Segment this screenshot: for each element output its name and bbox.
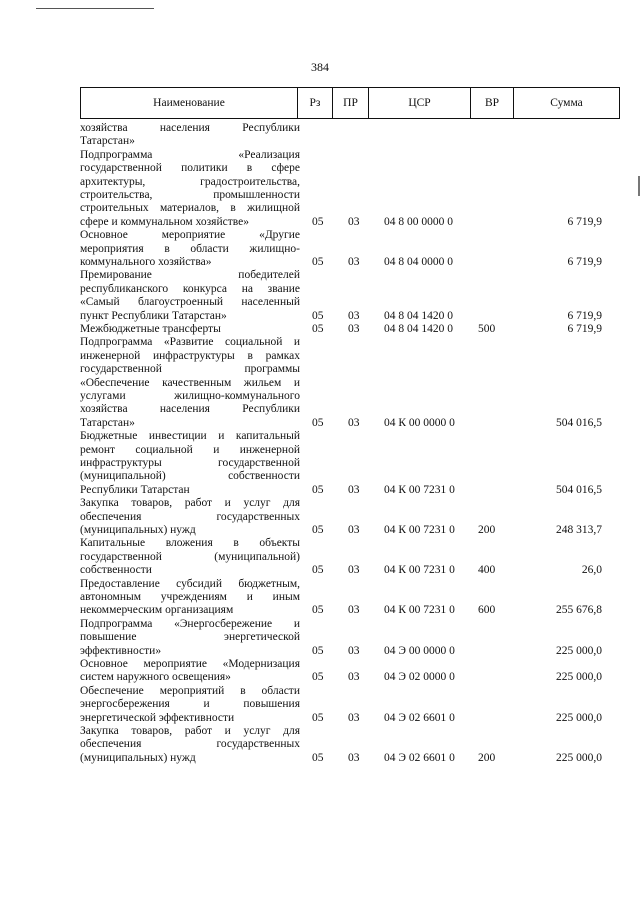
header-vr: ВР [470, 87, 514, 119]
row-csr: 04 Э 00 0000 0 [384, 644, 455, 657]
row-name-line: Межбюджетные трансферты [80, 323, 221, 335]
row-rz: 05 [312, 416, 324, 429]
row-pr: 03 [348, 751, 360, 764]
row-name-line: Татарстан» [80, 135, 135, 148]
row-name-line: обеспечения государственных [80, 738, 300, 751]
row-name [80, 497, 300, 537]
row-name-line: Бюджетные инвестиции и капитальный [80, 430, 300, 443]
row-rz: 05 [312, 671, 324, 684]
row-name [80, 578, 300, 618]
row-name-line: мероприятия в области жилищно- [80, 242, 300, 255]
row-sum: 225 000,0 [556, 751, 602, 764]
row-sum: 225 000,0 [556, 644, 602, 657]
row-name-line: хозяйства населения Республики [80, 403, 300, 416]
row-name-line: «Обеспечение качественным жильем и [80, 376, 300, 389]
row-pr: 03 [348, 711, 360, 724]
row-sum: 225 000,0 [556, 711, 602, 724]
row-pr: 03 [348, 255, 360, 268]
row-name-line: республиканского конкурса на звание [80, 282, 300, 295]
row-sum: 6 719,9 [567, 322, 602, 335]
row-sum: 255 676,8 [556, 604, 602, 617]
table-row [80, 685, 640, 725]
row-pr: 03 [348, 483, 360, 496]
page-number: 384 [311, 60, 329, 74]
header-rz: Рз [297, 87, 333, 119]
row-vr: 400 [478, 564, 496, 577]
row-name-line: Основное мероприятие «Другие [80, 229, 300, 242]
table-row [80, 725, 640, 765]
row-name-line: повышение энергетической [80, 631, 300, 644]
row-pr: 03 [348, 671, 360, 684]
row-name-line: архитектуры, градостроительства, [80, 175, 300, 188]
row-name-line: Предоставление субсидий бюджетным, [80, 577, 300, 590]
row-rz: 05 [312, 564, 324, 577]
header-sum: Сумма [513, 87, 620, 119]
row-rz: 05 [312, 644, 324, 657]
row-name-line: «Самый благоустроенный населенный [80, 296, 300, 309]
row-name-line: (муниципальных) нужд [80, 524, 196, 536]
row-rz: 05 [312, 523, 324, 536]
row-name-line: Подпрограмма «Энергосбережение и [80, 617, 300, 630]
row-pr: 03 [348, 416, 360, 429]
row-name-line: Капитальные вложения в объекты [80, 537, 300, 550]
row-pr: 03 [348, 564, 360, 577]
header-csr: ЦСР [368, 87, 471, 119]
row-csr: 04 Э 02 0000 0 [384, 671, 455, 684]
row-name [80, 269, 300, 323]
row-name-line: государственной (муниципальной) [80, 550, 300, 563]
row-name-line: инфраструктуры государственной [80, 457, 300, 469]
header-pr: ПР [332, 87, 369, 119]
row-name-line: Республики Татарстан [80, 483, 190, 496]
row-name-line: Подпрограмма «Развитие социальной и [80, 336, 300, 349]
row-csr: 04 К 00 7231 0 [384, 523, 455, 536]
row-sum: 6 719,9 [567, 215, 602, 228]
table-row [80, 149, 640, 229]
row-name [80, 685, 300, 725]
row-csr: 04 К 00 7231 0 [384, 483, 455, 496]
row-name-line: (муниципальной) собственности [80, 470, 300, 483]
row-pr: 03 [348, 523, 360, 536]
row-name-line: строительных материалов, в жилищной [80, 202, 300, 215]
row-rz: 05 [312, 604, 324, 617]
row-name-line: некоммерческим организациям [80, 604, 234, 617]
row-name [80, 122, 300, 149]
table-row [80, 323, 640, 336]
row-name-line: Основное мероприятие «Модернизация [80, 658, 300, 670]
row-name [80, 618, 300, 658]
row-csr: 04 Э 02 6601 0 [384, 711, 455, 724]
row-rz: 05 [312, 322, 324, 335]
row-name-line: сфере и коммунальном хозяйстве» [80, 215, 249, 228]
row-sum: 504 016,5 [556, 416, 602, 429]
row-sum: 26,0 [581, 564, 602, 577]
row-name-line: (муниципальных) нужд [80, 751, 196, 764]
row-csr: 04 К 00 0000 0 [384, 416, 455, 429]
row-name-line: услугами жилищно-коммунального [80, 390, 300, 403]
row-name-line: энергетической эффективности [80, 711, 235, 724]
row-csr: 04 8 00 0000 0 [384, 215, 453, 228]
row-rz: 05 [312, 483, 324, 496]
row-csr: 04 К 00 7231 0 [384, 564, 455, 577]
row-name [80, 537, 300, 577]
row-csr: 04 8 04 1420 0 [384, 322, 453, 335]
row-rz: 05 [312, 309, 324, 322]
row-sum: 225 000,0 [556, 671, 602, 684]
row-name-line: систем наружного освещения» [80, 671, 231, 684]
row-name-line: Обеспечение мероприятий в области [80, 684, 300, 697]
row-name-line: ремонт социальной и инженерной [80, 443, 300, 456]
table-row [80, 537, 640, 577]
row-name-line: Подпрограмма «Реализация [80, 148, 300, 161]
row-name-line: Татарстан» [80, 416, 135, 429]
row-sum: 504 016,5 [556, 483, 602, 496]
row-pr: 03 [348, 644, 360, 657]
row-rz: 05 [312, 711, 324, 724]
header-name: Наименование [80, 87, 298, 119]
table-row [80, 229, 640, 269]
row-name-line: автономным учреждениям и иным [80, 591, 300, 603]
row-rz: 05 [312, 751, 324, 764]
row-name-line: государственной программы [80, 363, 300, 376]
table-row [80, 618, 640, 658]
row-name [80, 323, 300, 336]
row-vr: 600 [478, 604, 496, 617]
row-vr: 200 [478, 751, 496, 764]
table-row [80, 658, 640, 685]
row-name-line: собственности [80, 564, 152, 577]
row-name-line: строительства, промышленности [80, 189, 300, 202]
row-name-line: Премирование победителей [80, 269, 300, 282]
row-rz: 05 [312, 215, 324, 228]
row-name-line: обеспечения государственных [80, 510, 300, 523]
row-name-line: государственной политики в сфере [80, 162, 300, 175]
row-name [80, 430, 300, 497]
row-name [80, 149, 300, 229]
row-sum: 6 719,9 [567, 309, 602, 322]
row-name [80, 229, 300, 269]
row-csr: 04 8 04 1420 0 [384, 309, 453, 322]
row-name [80, 336, 300, 430]
table-row [80, 430, 640, 497]
row-csr: 04 Э 02 6601 0 [384, 751, 455, 764]
table-row [80, 497, 640, 537]
row-name-line: Закупка товаров, работ и услуг для [80, 497, 300, 510]
row-csr: 04 8 04 0000 0 [384, 255, 453, 268]
row-csr: 04 К 00 7231 0 [384, 604, 455, 617]
row-name-line: хозяйства населения Республики [80, 122, 300, 134]
row-name [80, 658, 300, 685]
table-row [80, 269, 640, 323]
table-row [80, 578, 640, 618]
table-row [80, 336, 640, 430]
row-pr: 03 [348, 604, 360, 617]
table-row [80, 122, 640, 149]
row-name-line: Закупка товаров, работ и услуг для [80, 725, 300, 737]
row-sum: 248 313,7 [556, 523, 602, 536]
row-name [80, 725, 300, 765]
row-sum: 6 719,9 [567, 255, 602, 268]
scan-top-rule [36, 8, 154, 9]
row-name-line: пункт Республики Татарстан» [80, 309, 227, 322]
row-pr: 03 [348, 309, 360, 322]
row-name-line: коммунального хозяйства» [80, 256, 212, 268]
row-name-line: эффективности» [80, 644, 162, 657]
row-name-line: инженерной инфраструктуры в рамках [80, 349, 300, 362]
row-vr: 500 [478, 322, 496, 335]
row-pr: 03 [348, 215, 360, 228]
row-name-line: энергосбережения и повышения [80, 698, 300, 711]
row-rz: 05 [312, 255, 324, 268]
row-pr: 03 [348, 322, 360, 335]
row-vr: 200 [478, 523, 496, 536]
